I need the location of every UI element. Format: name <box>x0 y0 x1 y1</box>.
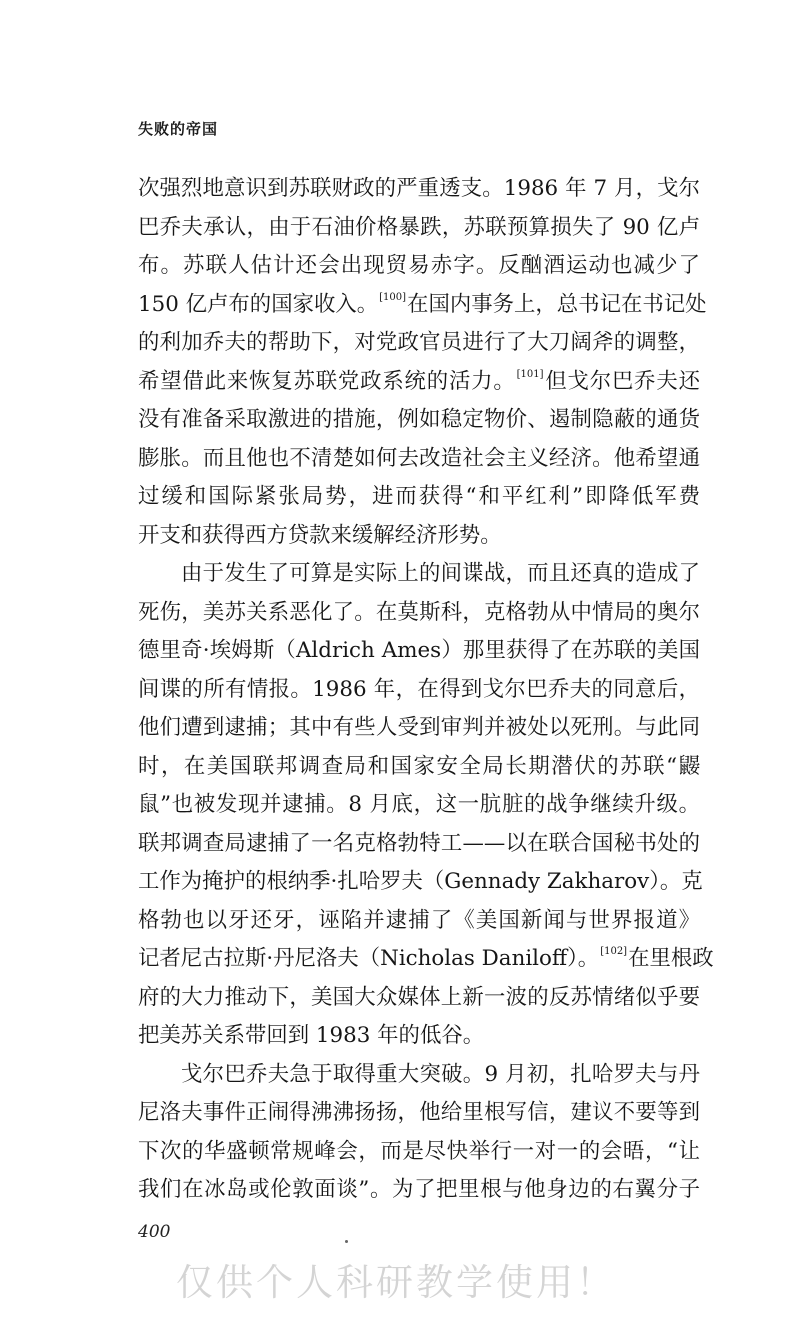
text-line: 府的大力推动下，美国大众媒体上新一波的反苏情绪似乎要 <box>138 984 700 1010</box>
line-text: 但戈尔巴乔夫还 <box>544 368 700 394</box>
footnote-ref: [102] <box>600 946 628 957</box>
watermark: 仅供个人科研教学使用！ <box>176 1261 616 1304</box>
page-number: 400 <box>138 1222 171 1242</box>
footnote-ref: [100] <box>379 291 407 303</box>
text-line: 巴乔夫承认，由于石油价格暴跌，苏联预算损失了 90 亿卢 <box>138 214 700 240</box>
text-line: 下次的华盛顿常规峰会，而是尽快举行一对一的会晤，“让 <box>138 1138 700 1164</box>
text-line: 开支和获得西方贷款来缓解经济形势。 <box>138 522 502 548</box>
text-line: 的利加乔夫的帮助下，对党政官员进行了大刀阔斧的调整， <box>138 330 700 355</box>
text-line: 死伤，美苏关系恶化了。在莫斯科，克格勃从中情局的奥尔 <box>138 599 700 625</box>
text-line <box>138 363 700 402</box>
text-line: 间谍的所有情报。1986 年，在得到戈尔巴乔夫的同意后， <box>138 676 700 702</box>
text-line: 工作为掩护的根纳季·扎哈罗夫（Gennady Zakharov）。克 <box>138 869 703 894</box>
text-line <box>138 286 707 325</box>
text-line: 由于发生了可算是实际上的间谍战，而且还真的造成了 <box>181 561 700 586</box>
text-line: 没有准备采取激进的措施，例如稳定物价、遏制隐蔽的通货 <box>138 407 700 432</box>
footnote-ref: [101] <box>516 368 544 380</box>
text-line: 尼洛夫事件正闹得沸沸扬扬，他给里根写信，建议不要等到 <box>138 1100 700 1125</box>
line-text: 在国内事务上，总书记在书记处 <box>407 291 707 317</box>
text-line: 时，在美国联邦调查局和国家安全局长期潜伏的苏联“鼹 <box>138 753 700 779</box>
text-line: 膨胀。而且他也不清楚如何去改造社会主义经济。他希望通 <box>138 445 700 471</box>
line-text: 希望借此来恢复苏联党政系统的活力。 <box>138 368 516 394</box>
text-line: 次强烈地意识到苏联财政的严重透支。1986 年 7 月，戈尔 <box>138 176 700 201</box>
line-text: 记者尼古拉斯·丹尼洛夫（Nicholas Daniloff）。 <box>138 946 600 971</box>
text-line: 鼠”也被发现并逮捕。8 月底，这一肮脏的战争继续升级。 <box>138 792 700 817</box>
line-text: 150 亿卢布的国家收入。 <box>138 291 379 317</box>
text-line: 联邦调查局逮捕了一名克格勃特工——以在联合国秘书处的 <box>138 830 700 856</box>
text-line <box>138 940 714 979</box>
text-line: 布。苏联人估计还会出现贸易赤字。反酗酒运动也减少了 <box>138 253 700 278</box>
text-line: 我们在冰岛或伦敦面谈”。为了把里根与他身边的右翼分子 <box>138 1177 700 1202</box>
line-text: 在里根政 <box>628 946 714 971</box>
text-line: 过缓和国际紧张局势，进而获得“和平红利”即降低军费 <box>138 484 700 509</box>
text-line: 戈尔巴乔夫急于取得重大突破。9 月初，扎哈罗夫与丹 <box>181 1061 700 1087</box>
text-line: 他们遭到逮捕；其中有些人受到审判并被处以死刑。与此同 <box>138 715 700 740</box>
text-line: 格勃也以牙还牙，诬陷并逮捕了《美国新闻与世界报道》 <box>138 907 700 933</box>
text-line: 把美苏关系带回到 1983 年的低谷。 <box>138 1023 485 1048</box>
scan-dot-mark <box>345 1240 348 1243</box>
text-line: 德里奇·埃姆斯（Aldrich Ames）那里获得了在苏联的美国 <box>138 638 700 663</box>
body-text <box>138 170 714 1210</box>
running-header: 失败的帝国 <box>138 120 219 138</box>
